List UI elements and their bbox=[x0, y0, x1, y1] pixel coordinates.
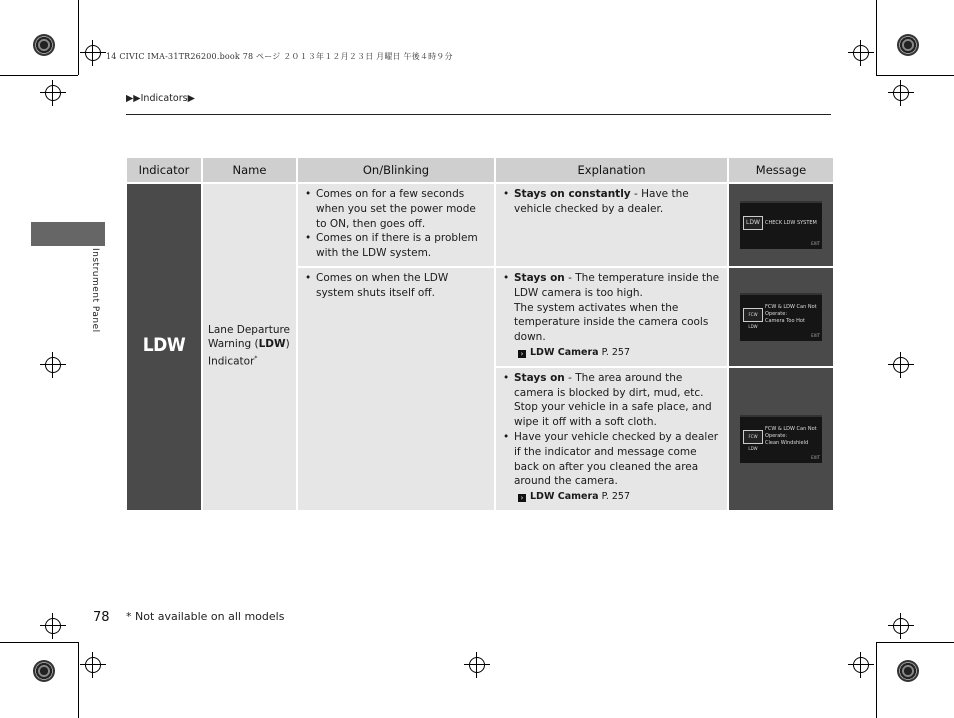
ldw-indicator-icon: LDW bbox=[142, 334, 186, 357]
header-name: Name bbox=[203, 158, 296, 182]
list-item: • Comes on when the LDW system shuts itself off. bbox=[303, 271, 489, 301]
list-item: • Comes on if there is a problem with the LDW system. bbox=[303, 231, 489, 261]
header-message: Message bbox=[729, 158, 833, 182]
exit-icon: EXIT bbox=[811, 240, 820, 246]
message-text bbox=[765, 304, 817, 325]
exit-icon: EXIT bbox=[811, 454, 820, 460]
crosshair-target-icon bbox=[853, 45, 869, 61]
ldw-message-icon: LDW bbox=[743, 216, 763, 230]
breadcrumb-label[interactable]: Indicators bbox=[140, 93, 188, 104]
list-item bbox=[501, 371, 722, 430]
crop-mark bbox=[876, 642, 954, 643]
cross-reference[interactable] bbox=[501, 490, 722, 505]
list-item: • Have your vehicle checked by a dealer if the indicator and message come back on after you cleaned the area around the camera. bbox=[501, 430, 722, 489]
message-text bbox=[765, 426, 817, 447]
message-cell bbox=[729, 368, 833, 510]
header-rule bbox=[126, 114, 831, 115]
message-screen bbox=[740, 415, 822, 463]
message-line: Clean Windshield bbox=[765, 439, 809, 446]
explanation-bold: Stays on constantly bbox=[514, 188, 631, 200]
header-indicator: Indicator bbox=[127, 158, 201, 182]
list-item bbox=[501, 187, 722, 217]
reference-arrow-icon: › bbox=[518, 494, 526, 502]
registration-mark-icon bbox=[33, 660, 55, 682]
reference-page: P. 257 bbox=[598, 346, 630, 358]
message-line: FCW & LDW Can Not bbox=[765, 303, 817, 310]
breadcrumb-arrow: ▶ bbox=[187, 93, 195, 104]
message-line: Camera Too Hot bbox=[765, 317, 805, 324]
explanation-extra: The system activates when the temperature inside the camera cools down. bbox=[514, 301, 709, 344]
crop-mark bbox=[876, 0, 877, 75]
crop-mark bbox=[0, 642, 78, 643]
crop-mark bbox=[78, 642, 79, 718]
name-prefix: Lane Departure Warning ( bbox=[208, 323, 291, 351]
explanation-cell bbox=[496, 268, 727, 366]
crop-mark bbox=[876, 642, 877, 718]
crosshair-target-icon bbox=[85, 45, 101, 61]
page-number: 78 bbox=[93, 610, 110, 625]
camera-message-icon: FCW LDW bbox=[743, 430, 763, 444]
crosshair-target-icon bbox=[893, 85, 909, 101]
on-blinking-cell bbox=[298, 184, 494, 266]
registration-mark-icon bbox=[33, 34, 55, 56]
indicator-table bbox=[125, 156, 835, 512]
cross-reference[interactable] bbox=[501, 346, 722, 361]
reference-page: P. 257 bbox=[598, 491, 630, 503]
crosshair-target-icon bbox=[893, 357, 909, 373]
reference-title[interactable]: LDW Camera bbox=[530, 346, 599, 358]
section-label: Instrument Panel bbox=[90, 248, 100, 333]
explanation-cell bbox=[496, 368, 727, 510]
header-explanation: Explanation bbox=[496, 158, 727, 182]
message-cell bbox=[729, 184, 833, 266]
table-header-row bbox=[127, 158, 833, 182]
crosshair-target-icon bbox=[85, 657, 101, 673]
footnote: * Not available on all models bbox=[126, 610, 285, 623]
crop-mark bbox=[0, 75, 78, 76]
table-row bbox=[127, 184, 833, 266]
crosshair-target-icon bbox=[45, 618, 61, 634]
message-line: Operate: bbox=[765, 310, 788, 317]
section-tab bbox=[31, 222, 105, 246]
indicator-cell bbox=[127, 184, 201, 510]
name-bold: LDW bbox=[258, 338, 286, 351]
registration-mark-icon bbox=[897, 34, 919, 56]
message-screen bbox=[740, 201, 822, 249]
footnote-marker: * bbox=[254, 355, 258, 363]
name-cell bbox=[203, 184, 296, 510]
explanation-bold: Stays on bbox=[514, 371, 565, 384]
crosshair-target-icon bbox=[45, 85, 61, 101]
header-on-blinking: On/Blinking bbox=[298, 158, 494, 182]
message-cell bbox=[729, 268, 833, 366]
explanation-bold: Stays on bbox=[514, 271, 565, 284]
crosshair-target-icon bbox=[853, 657, 869, 673]
explanation-text: - The area around the camera is blocked by dirt, mud, etc. Stop your vehicle in a safe place, and wipe it off with a soft cloth. bbox=[514, 371, 712, 429]
message-line: Operate: bbox=[765, 432, 788, 439]
breadcrumb-arrows: ▶▶ bbox=[126, 93, 141, 104]
breadcrumb bbox=[126, 93, 195, 104]
explanation-text: - The temperature inside the LDW camera is too high. bbox=[514, 271, 720, 299]
crosshair-target-icon bbox=[469, 657, 485, 673]
crop-mark bbox=[876, 75, 954, 76]
message-screen bbox=[740, 293, 822, 341]
reference-title[interactable]: LDW Camera bbox=[530, 491, 599, 503]
registration-mark-icon bbox=[897, 660, 919, 682]
reference-arrow-icon: › bbox=[518, 350, 526, 358]
name-suffix: ) Indicator bbox=[208, 338, 290, 368]
message-text: CHECK LDW SYSTEM bbox=[765, 219, 817, 226]
on-blinking-cell bbox=[298, 268, 494, 510]
crop-mark bbox=[78, 0, 79, 75]
explanation-text: - Have the vehicle checked by a dealer. bbox=[514, 188, 689, 215]
message-line: FCW & LDW Can Not bbox=[765, 425, 817, 432]
camera-message-icon: FCW LDW bbox=[743, 308, 763, 322]
list-item bbox=[501, 271, 722, 345]
exit-icon: EXIT bbox=[811, 332, 820, 338]
crosshair-target-icon bbox=[893, 618, 909, 634]
print-header: 14 CIVIC IMA-31TR26200.book 78 ページ ２０１３年１２月２３日 月曜日 午後４時９分 bbox=[106, 52, 453, 61]
explanation-cell bbox=[496, 184, 727, 266]
crosshair-target-icon bbox=[45, 357, 61, 373]
list-item: • Comes on for a few seconds when you set the power mode to ON, then goes off. bbox=[303, 187, 489, 231]
